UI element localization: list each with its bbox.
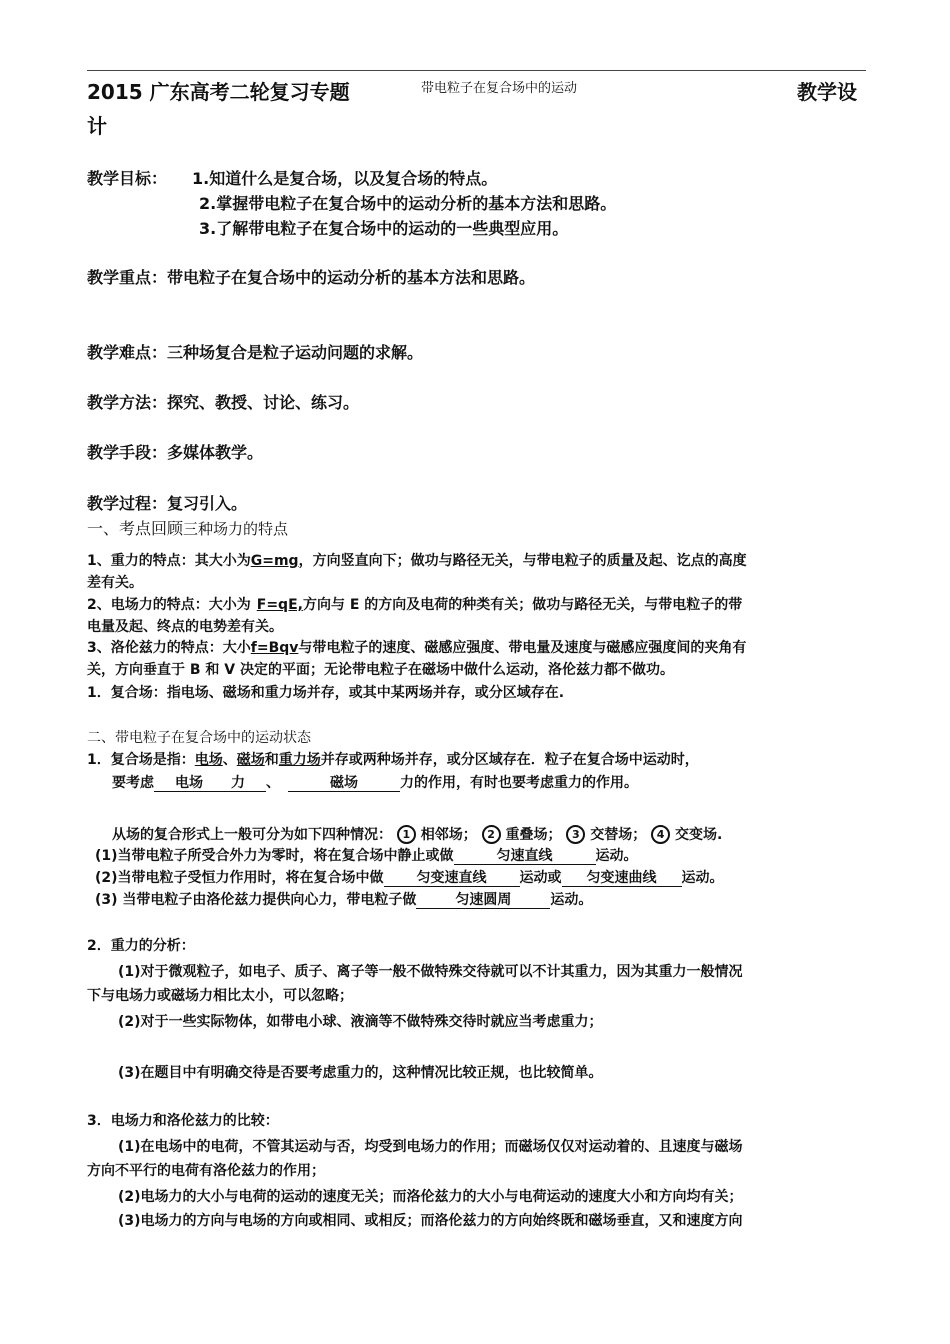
compound-field-line (87, 752, 699, 769)
field-forms-line (112, 825, 722, 844)
case2-suffix: 运动。 (681, 870, 724, 886)
goals-label: 教学目标： (87, 169, 168, 188)
goal-item-1: 1.知道什么是复合场，以及复合场的特点。 (192, 169, 498, 188)
case2-mid: 运动或 (519, 870, 562, 886)
electric-suffix: 方向与 E 的方向及电荷的种类有关；做功与路径无关，与带电粒子的带 (302, 597, 743, 613)
section2-heading: 二、带电粒子在复合场中的运动状态 (87, 730, 311, 746)
cf-electric: 电场 (194, 752, 223, 768)
blank-magnetic-force: 磁场 (288, 776, 400, 792)
blank-uniform-accel-curve: 匀变速曲线 (562, 871, 682, 887)
form-alternate: 交替场； (590, 827, 647, 843)
comparison-heading: 3．电场力和洛伦兹力的比较： (87, 1113, 279, 1129)
cf-gravity: 重力场 (278, 752, 321, 768)
doc-title-left: 2015 广东高考二轮复习专题 (87, 80, 350, 104)
case-1-line (95, 848, 638, 865)
doc-title-wrap: 计 (87, 114, 107, 138)
gravity-analysis-1: (1)对于微观粒子，如电子、质子、离子等一般不做特殊交待就可以不计其重力，因为其重力一般情况 (118, 964, 743, 980)
lorentz-feature-line2: 关，方向垂直于 B 和 V 决定的平面；无论带电粒子在磁场中做什么运动，洛伦兹力都不做功。 (87, 662, 674, 678)
blank-uniform-circular: 匀速圆周 (416, 893, 550, 909)
blank-electric-force: 电场 力 (154, 776, 266, 792)
comparison-3: (3)电场力的方向与电场的方向或相同、或相反；而洛伦兹力的方向始终既和磁场垂直，又和速度方向 (118, 1213, 743, 1229)
consider-suffix: 力的作用，有时也要考虑重力的作用。 (400, 775, 638, 791)
gravity-analysis-heading: 2．重力的分析： (87, 938, 195, 954)
number-circle-4: 4 (651, 825, 670, 844)
teaching-method: 教学方法：探究、教授、讨论、练习。 (87, 393, 360, 412)
blank-uniform-linear: 匀速直线 (454, 849, 596, 865)
comparison-2: (2)电场力的大小与电荷的运动的速度无关；而洛伦兹力的大小与电荷运动的速度大小和方向均有关； (118, 1189, 743, 1205)
cf-sep2: 和 (264, 752, 279, 768)
cf-sep1: 、 (222, 752, 237, 768)
blank-uniform-accel-linear: 匀变速直线 (384, 871, 520, 887)
comparison-1b: 方向不平行的电荷有洛伦兹力的作用； (87, 1163, 325, 1179)
consider-sep: 、 (266, 775, 280, 791)
gravity-analysis-1b: 下与电场力或磁场力相比太小，可以忽略； (87, 988, 353, 1004)
number-circle-1: 1 (397, 825, 416, 844)
comparison-1: (1)在电场中的电荷，不管其运动与否，均受到电场力的作用；而磁场仅仅对运动着的、且速度与磁场 (118, 1139, 743, 1155)
doc-title-topic: 带电粒子在复合场中的运动 (421, 81, 578, 96)
case-2-line (95, 870, 724, 887)
number-circle-3: 3 (566, 825, 585, 844)
case1-suffix: 运动。 (595, 848, 638, 864)
goal-item-3: 3.了解带电粒子在复合场中的运动的一些典型应用。 (199, 219, 569, 238)
gravity-formula: G=mg (250, 553, 299, 569)
lorentz-prefix: 3、洛伦兹力的特点：大小 (87, 640, 251, 656)
electric-prefix: 2、电场力的特点：大小为 (87, 597, 251, 613)
case2-prefix: (2)当带电粒子受恒力作用时，将在复合场中做 (95, 870, 384, 886)
gravity-feature-line1 (87, 553, 747, 570)
lorentz-feature-line1 (87, 640, 746, 657)
section1-heading-a: 一、考点回顾 (87, 519, 184, 538)
goal-item-2: 2.掌握带电粒子在复合场中的运动分析的基本方法和思路。 (199, 194, 617, 213)
doc-title-right: 教学设 (797, 80, 857, 104)
header-rule (87, 70, 866, 71)
gravity-analysis-2: (2)对于一些实际物体，如带电小球、液滴等不做特殊交待时就应当考虑重力； (118, 1014, 603, 1030)
form-overlap: 重叠场； (505, 827, 562, 843)
electric-feature-line2: 电量及起、终点的电势差有关。 (87, 619, 283, 635)
consider-prefix: 要考虑 (112, 775, 154, 791)
cf-magnetic: 磁场 (236, 752, 265, 768)
cf-prefix: 1．复合场是指： (87, 752, 195, 768)
gravity-suffix: ，方向竖直向下；做功与路径无关，与带电粒子的质量及起、讫点的高度 (298, 553, 747, 569)
gravity-feature-line2: 差有关。 (87, 575, 143, 591)
lorentz-suffix: 与带电粒子的速度、磁感应强度、带电量及速度与磁感应强度间的夹角有 (298, 640, 747, 656)
cf-rest: 并存或两种场并存，或分区域存在．粒子在复合场中运动时， (320, 752, 699, 768)
teaching-process: 教学过程：复习引入。 (87, 494, 248, 513)
key-point: 教学重点：带电粒子在复合场中的运动分析的基本方法和思路。 (87, 268, 536, 287)
section1-heading-b: 三种场力的特点 (183, 520, 289, 538)
section1-heading (87, 519, 288, 538)
gravity-analysis-3: (3)在题目中有明确交待是否要考虑重力的，这种情况比较正规，也比较简单。 (118, 1065, 603, 1081)
difficulty: 教学难点：三种场复合是粒子运动问题的求解。 (87, 343, 424, 362)
case3-prefix: (3) 当带电粒子由洛伦兹力提供向心力，带电粒子做 (95, 892, 417, 908)
number-circle-2: 2 (482, 825, 501, 844)
gravity-prefix: 1、重力的特点：其大小为 (87, 553, 251, 569)
teaching-means: 教学手段：多媒体教学。 (87, 443, 264, 462)
case1-prefix: (1)当带电粒子所受合外力为零时，将在复合场中静止或做 (95, 848, 454, 864)
forms-prefix: 从场的复合形式上一般可分为如下四种情况： (112, 827, 392, 843)
case3-suffix: 运动。 (550, 892, 593, 908)
electric-feature-line1 (87, 597, 742, 614)
lorentz-formula: f=Bqv (250, 640, 299, 656)
compound-field-def: 1．复合场：指电场、磁场和重力场并存，或其中某两场并存，或分区域存在. (87, 685, 565, 701)
form-alternating: 交变场. (675, 827, 723, 843)
form-adjacent: 相邻场； (420, 827, 477, 843)
case-3-line (95, 892, 592, 909)
consider-forces-line (112, 775, 638, 792)
electric-formula: F=qE, (256, 597, 303, 613)
